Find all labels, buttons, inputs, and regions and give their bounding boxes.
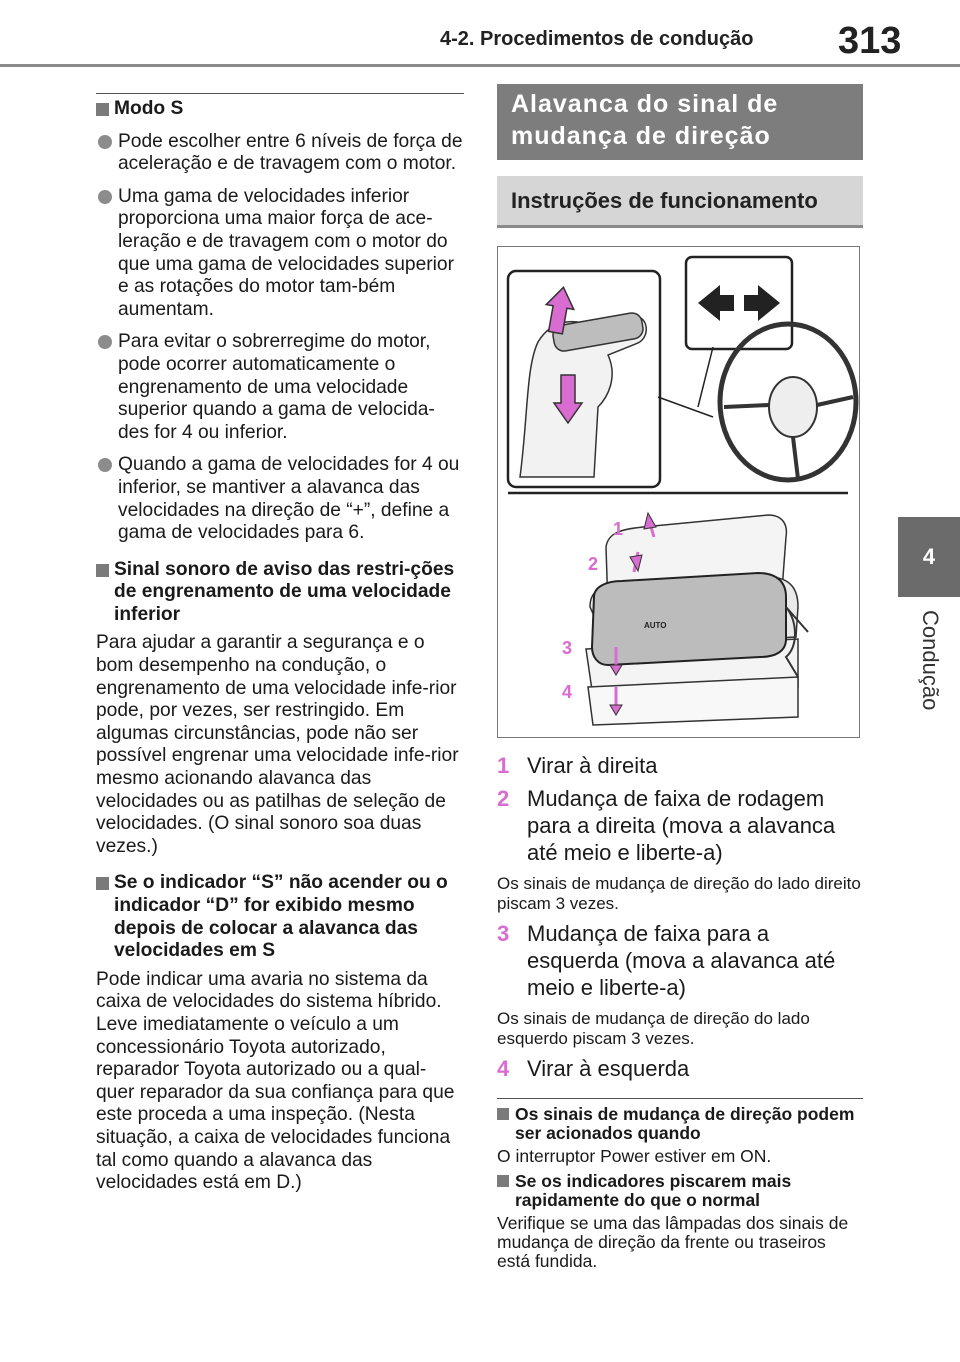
operation-steps — [497, 746, 863, 1082]
left-column — [96, 93, 464, 1195]
indicador-heading: Se o indicador “S” não acender ou o indicador “D” for exibido mesmo depois de colocar a alavanca das velocidades em S — [96, 872, 464, 962]
step-number: 3 — [497, 921, 510, 946]
left-column-top-rule — [96, 93, 464, 121]
step-item — [497, 1055, 863, 1082]
chapter-name: Condução — [918, 610, 943, 711]
turn-signal-illustration — [498, 247, 859, 737]
turn-signal-figure — [497, 246, 860, 738]
step-number: 1 — [497, 753, 510, 778]
indicador-text: Pode indicar uma avaria no sistema da caixa de velocidades do sistema híbrido. Leve imediatamente o veículo a um concessionário Toyota autorizado, reparador Toyota autorizado ou a qual-quer reparador da sua confiança para que este proceda a uma inspeção. (Nesta situação, a caixa de velocidades funciona tal como quando a alavanca das velocidades está em D.) — [96, 968, 455, 1194]
callout-1: 1 — [613, 519, 624, 539]
sinal-sonoro-text: Para ajudar a garantir a segurança e o bom desempenho na condução, o engrenamento de uma velocidade infe-rior pode, por vezes, ser restringido. Em algumas circunstâncias, pode não ser possível engrenar uma velocidade infe-rior mesmo acionando alavanca das velocidades ou as patilhas de seleção de velocidades. (O sinal sonoro soa duas vezes.) — [96, 632, 459, 857]
note-text: O interruptor Power estiver em ON. — [497, 1146, 772, 1166]
subsection-title-banner: Instruções de funcionamento — [497, 176, 863, 228]
header-section-title: 4-2. Procedimentos de condução — [440, 28, 754, 50]
step-number: 4 — [497, 1056, 510, 1081]
step-note: Os sinais de mudança de direção do lado esquerdo piscam 3 vezes. — [497, 1009, 810, 1048]
bullet-item: Uma gama de velocidades inferior proporciona uma maior força de ace-leração e de travagem com o motor do que uma gama de velocidades superior e as rotações do motor tam-bém aumentam. — [96, 186, 464, 322]
note-heading: Se os indicadores piscarem mais rapidamente do que o normal — [497, 1172, 863, 1210]
page-number: 313 — [838, 20, 902, 62]
step-number: 2 — [497, 786, 510, 811]
chapter-tab: 4 — [898, 517, 960, 597]
note-text: Verifique se uma das lâmpadas dos sinais de mudança de direção da frente ou traseiros está fundida. — [497, 1213, 849, 1271]
step-item — [497, 752, 863, 779]
modo-s-heading: Modo S — [96, 98, 464, 121]
section-title-banner: Alavanca do sinal de mudança de direção — [497, 84, 863, 160]
callout-3: 3 — [562, 638, 573, 658]
step-item — [497, 920, 863, 1001]
callout-2: 2 — [588, 554, 599, 574]
step-text: Mudança de faixa de rodagem para a direita (mova a alavanca até meio e liberte-a) — [527, 786, 836, 865]
bullet-item: Pode escolher entre 6 níveis de força de aceleração e de travagem com o motor. — [96, 131, 464, 176]
right-notes — [497, 1098, 863, 1271]
header-rule — [0, 64, 960, 67]
step-text: Mudança de faixa para a esquerda (mova a alavanca até meio e liberte-a) — [527, 921, 836, 1000]
lever-auto-label: AUTO — [644, 621, 667, 630]
sinal-sonoro-heading: Sinal sonoro de aviso das restri-ções de engrenamento de uma velocidade inferior — [96, 559, 464, 627]
bullet-item: Quando a gama de velocidades for 4 ou inferior, se mantiver a alavanca das velocidades na direção de “+”, define a gama de velocidades para 6. — [96, 454, 464, 544]
step-text: Virar à direita — [527, 753, 658, 778]
note-heading: Os sinais de mudança de direção podem ser acionados quando — [497, 1105, 863, 1143]
bullet-item: Para evitar o sobrerregime do motor, pode ocorrer automaticamente o engrenamento de uma velocidade superior quando a gama de velocida-des for 4 ou inferior. — [96, 331, 464, 444]
callout-4: 4 — [562, 682, 573, 702]
step-text: Virar à esquerda — [527, 1056, 690, 1081]
turn-signal-lever-drawing — [592, 573, 786, 665]
step-note: Os sinais de mudança de direção do lado direito piscam 3 vezes. — [497, 874, 861, 913]
step-item — [497, 785, 863, 866]
